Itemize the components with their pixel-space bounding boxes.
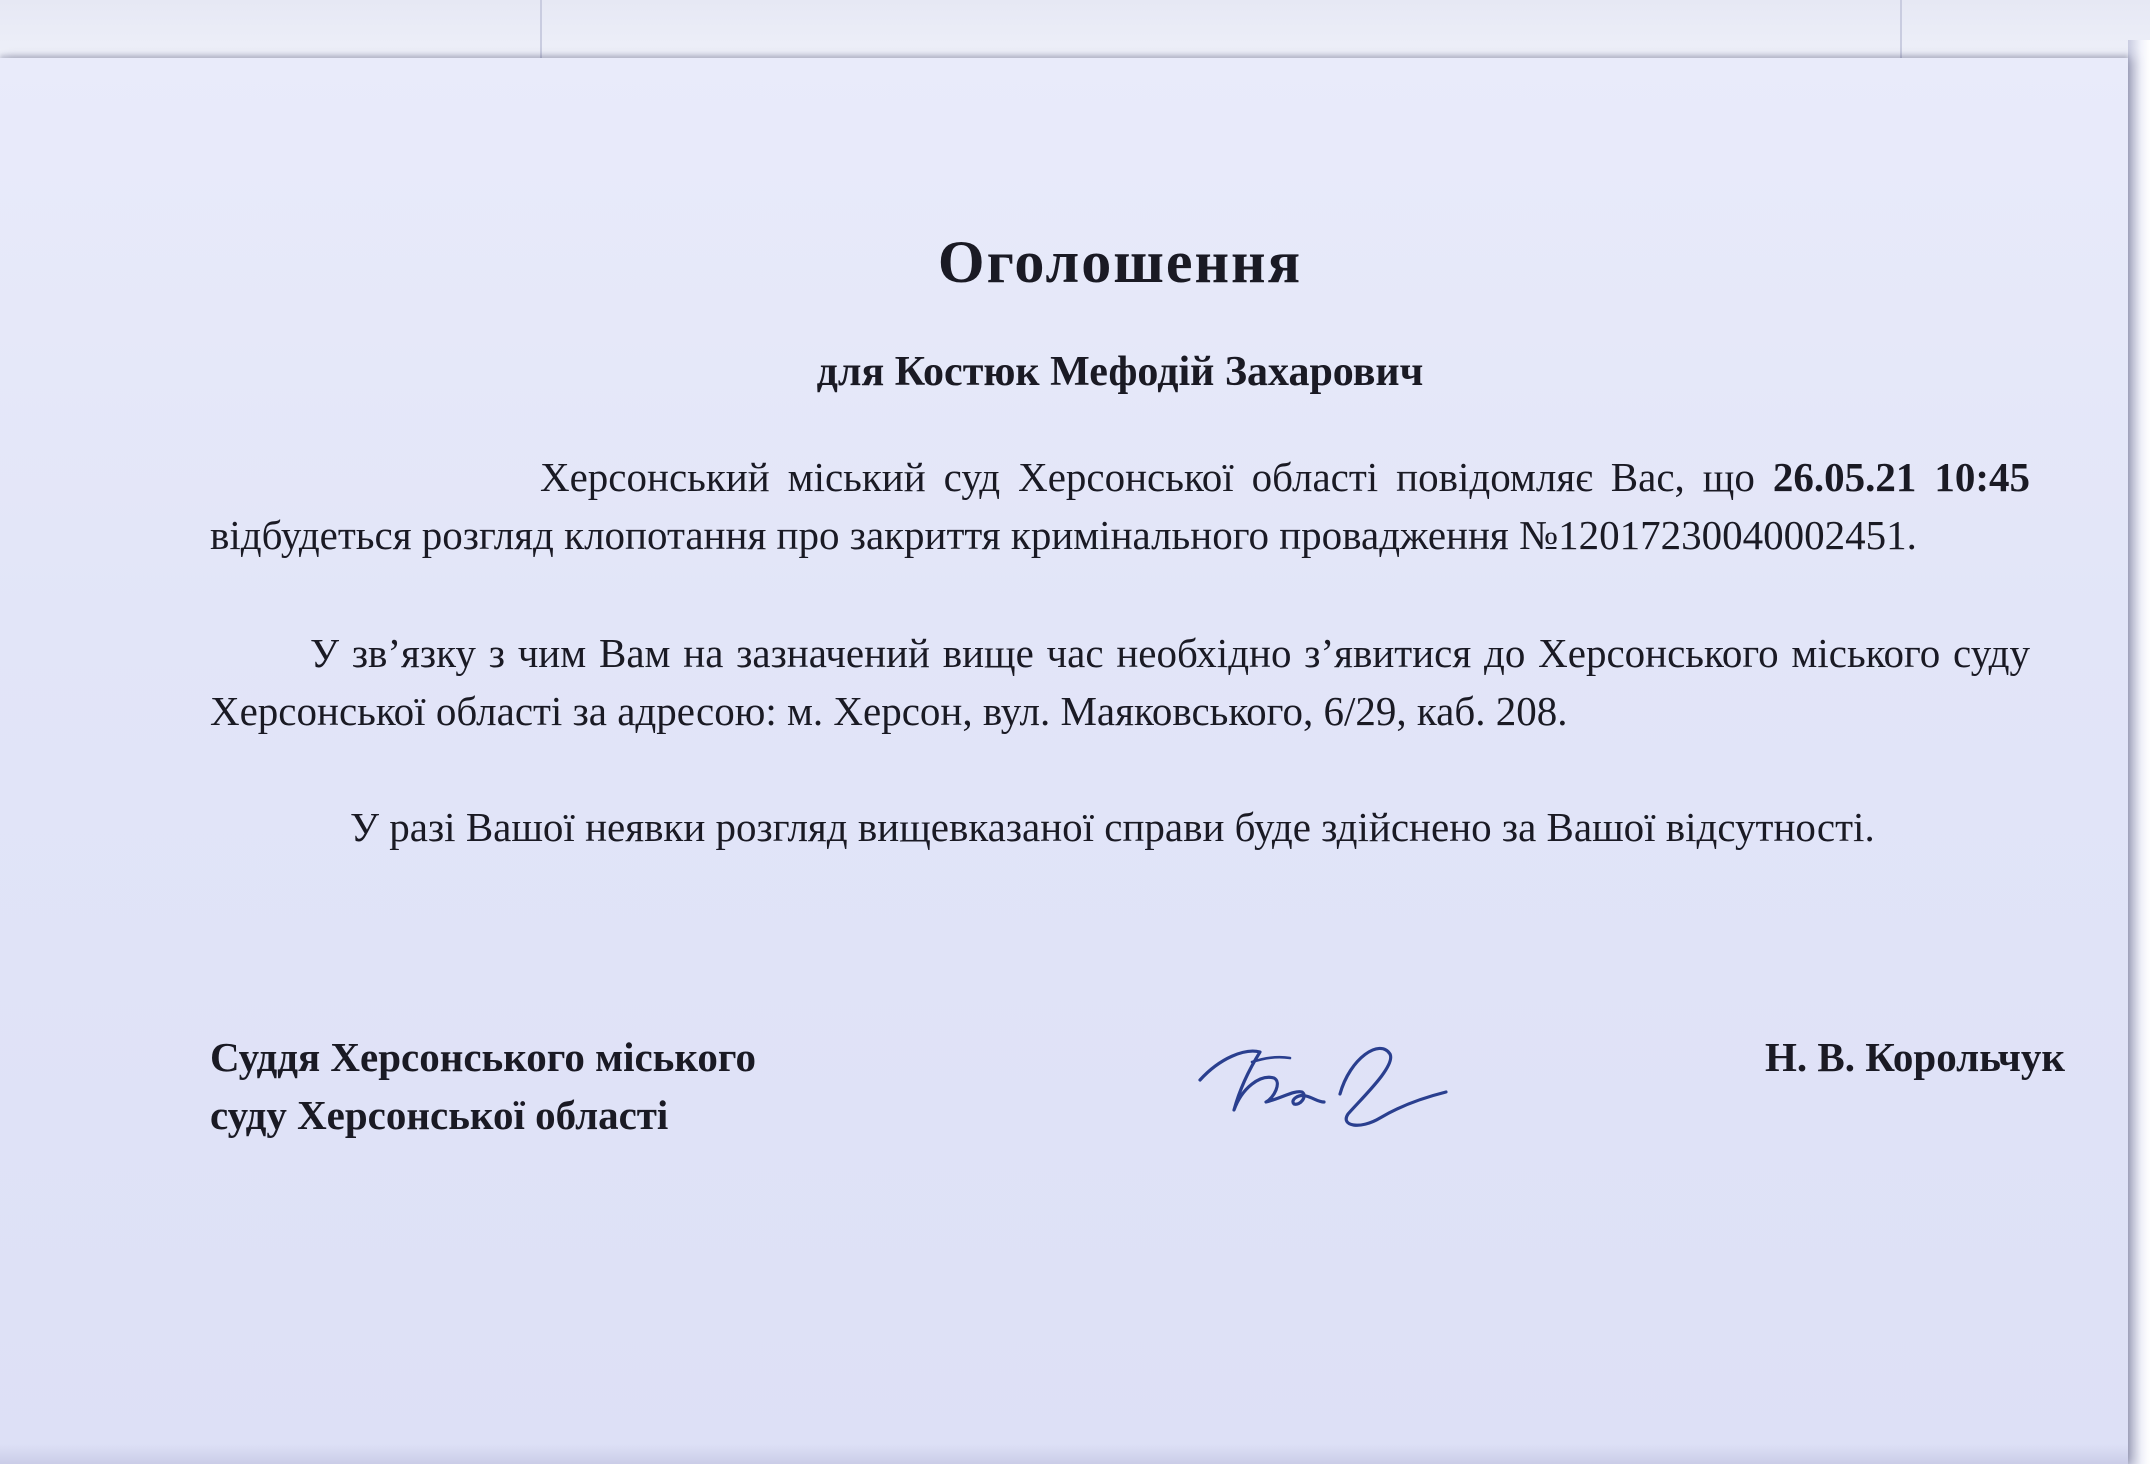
back-sheet-edge — [1900, 0, 1902, 58]
handwritten-signature — [1190, 1018, 1450, 1138]
hearing-datetime: 26.05.21 10:45 — [1772, 454, 2030, 500]
notice-paragraph-1 — [210, 448, 2030, 564]
paper-edge — [2128, 40, 2150, 1464]
judge-position-line-1: Суддя Херсонського міського — [210, 1034, 757, 1080]
judge-position-line-2: суду Херсонської області — [210, 1092, 669, 1138]
judge-position — [210, 1028, 1010, 1144]
notice-addressee: для Костюк Мефодій Захарович — [816, 349, 1424, 395]
judge-name: Н. В. Корольчук — [1765, 1034, 2065, 1080]
paragraph-1-rest: відбудеться розгляд клопотання про закриття кримінального провадження №12017230040002451. — [210, 512, 1917, 558]
notice-title: Оголошення — [937, 229, 1303, 295]
notice-paragraph-2: У зв’язку з чим Вам на зазначений вище час необхідно з’явитися до Херсонського міського суду Херсонської області за адресою: м. Херсон, вул. Маяковського, 6/29, каб. 208. — [210, 630, 2030, 734]
notice-paragraph-3: У разі Вашої неявки розгляд вищевказаної справи буде здійснено за Вашої відсутності. — [350, 804, 1875, 850]
notice-page — [0, 58, 2128, 1464]
back-sheet-edge — [540, 0, 542, 58]
paragraph-1-lead: Херсонський міський суд Херсонської області повідомляє Вас, що — [540, 454, 1773, 500]
page-shadow — [0, 1444, 2128, 1464]
back-sheet — [0, 0, 2150, 60]
